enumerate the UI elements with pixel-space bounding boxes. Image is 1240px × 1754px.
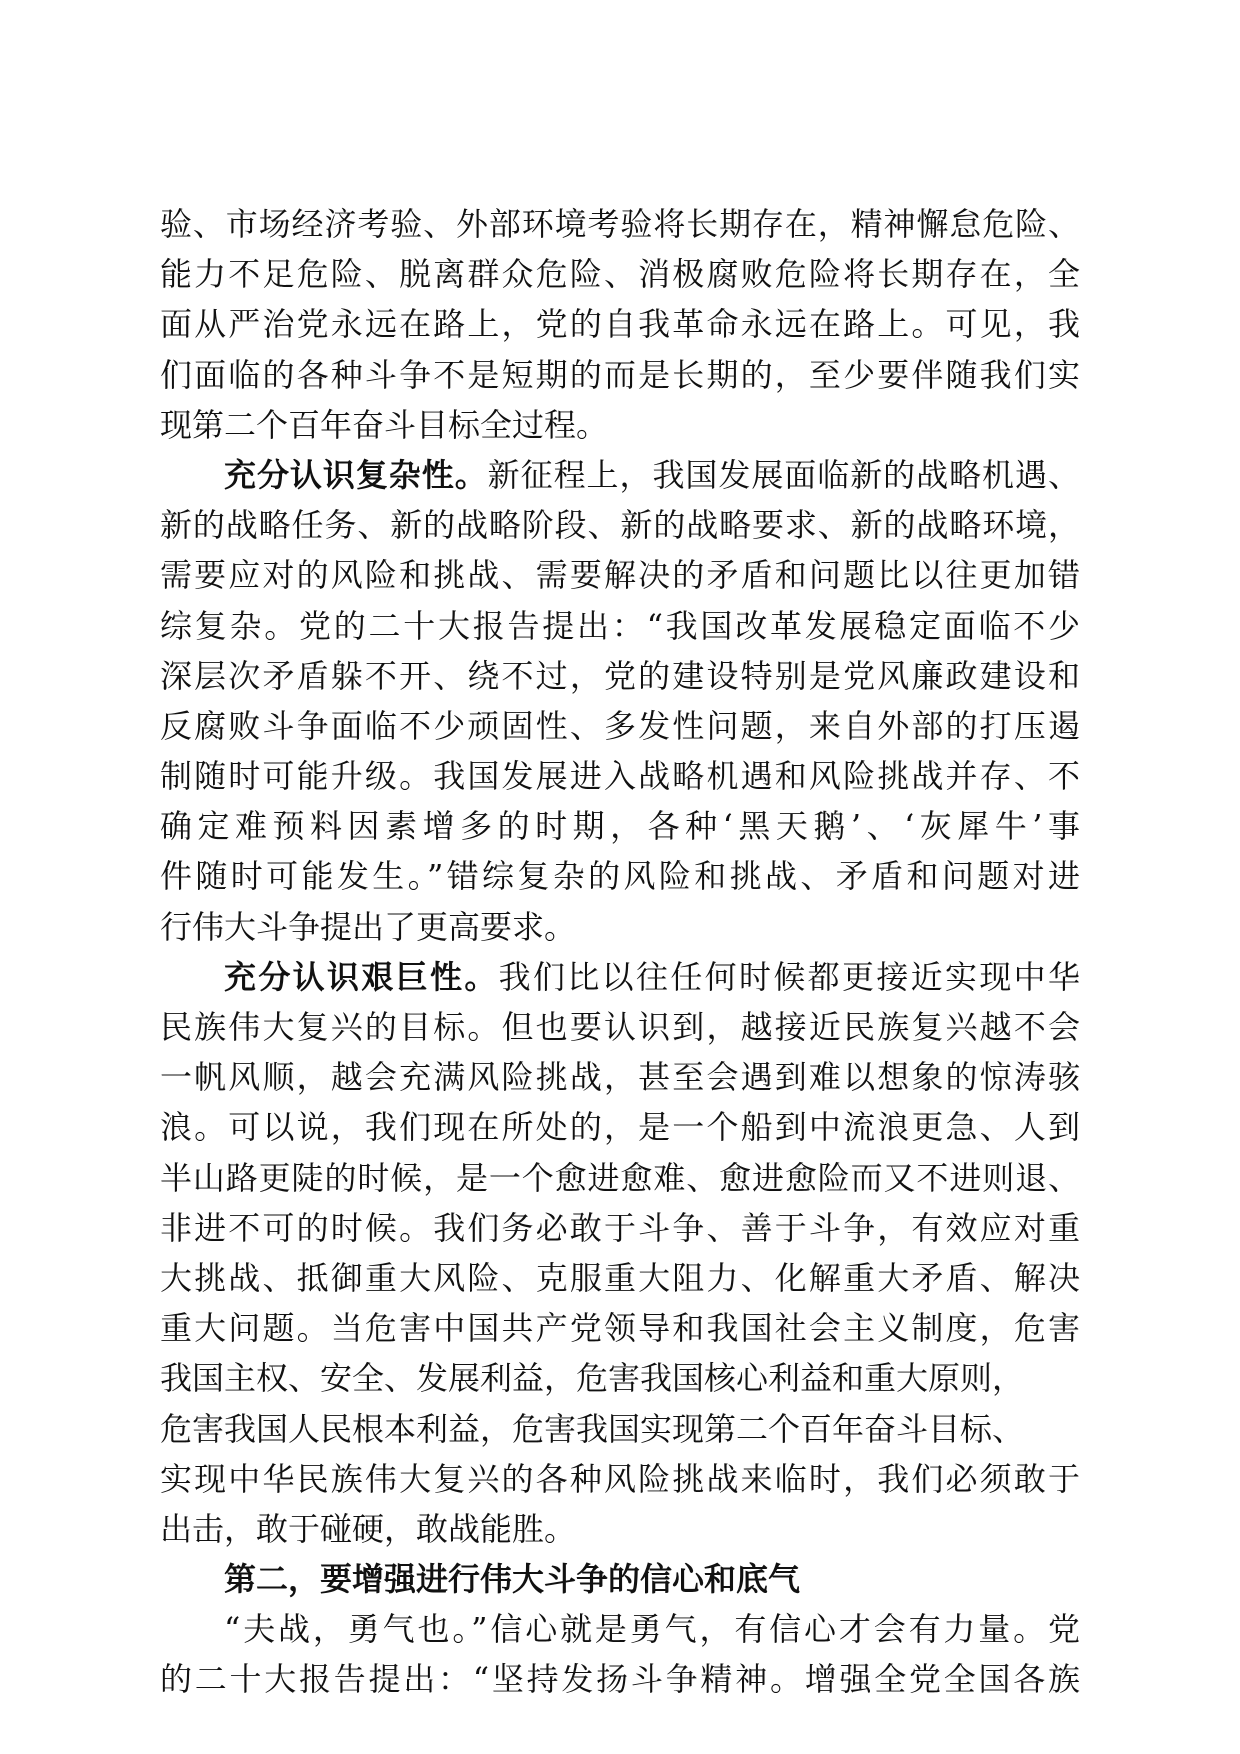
text-line: 出击，敢于碰硬，敢战能胜。	[160, 1509, 577, 1548]
paragraph	[160, 199, 1080, 450]
text-line: 能力不足危险、脱离群众危险、消极腐败危险将长期存在，全	[160, 255, 1080, 294]
text-line: 反腐败斗争面临不少顽固性、多发性问题，来自外部的打压遏	[160, 706, 1080, 745]
text-line: 们面临的各种斗争不是短期的而是长期的，至少要伴随我们实	[160, 355, 1080, 394]
text-line: 新的战略任务、新的战略阶段、新的战略要求、新的战略环境，	[160, 506, 1080, 545]
document-body	[160, 199, 1080, 1705]
text-line: 民族伟大复兴的目标。但也要认识到，越接近民族复兴越不会	[160, 1008, 1080, 1046]
text-line: 半山路更陡的时候，是一个愈进愈难、愈进愈险而又不进则退、	[160, 1158, 1080, 1197]
paragraph-first-line	[160, 952, 1080, 1002]
text-line: 件随时可能发生。”错综复杂的风险和挑战、矛盾和问题对进	[160, 857, 1080, 896]
text-line: 危害我国人民根本利益，危害我国实现第二个百年奋斗目标、	[160, 1409, 1025, 1448]
text-line: 现第二个百年奋斗目标全过程。	[160, 405, 609, 444]
text-line: 重大问题。当危害中国共产党领导和我国社会主义制度，危害	[160, 1309, 1080, 1348]
text-line: 的二十大报告提出：“坚持发扬斗争精神。增强全党全国各族	[160, 1660, 1080, 1699]
text-line: 一帆风顺，越会充满风险挑战，甚至会遇到难以想象的惊涛骇	[160, 1058, 1080, 1097]
text-line: 综复杂。党的二十大报告提出：“我国改革发展稳定面临不少	[160, 606, 1080, 645]
text-run: 我们比以往任何时候都更接近实现中华	[498, 957, 1080, 996]
text-line: 实现中华民族伟大复兴的各种风险挑战来临时，我们必须敢于	[160, 1459, 1080, 1498]
section-heading-block	[160, 1554, 1080, 1604]
text-line: 确定难预料因素增多的时期，各种‘黑天鹅’、‘灰犀牛’事	[160, 807, 1080, 846]
paragraph-lead-heading: 充分认识艰巨性。	[224, 957, 499, 996]
paragraph-first-line	[160, 450, 1080, 500]
text-line: 非进不可的时候。我们务必敢于斗争、善于斗争，有效应对重	[160, 1208, 1080, 1247]
paragraph	[160, 1604, 1080, 1704]
text-line: 深层次矛盾躲不开、绕不过，党的建设特别是党风廉政建设和	[160, 656, 1080, 695]
paragraph	[160, 952, 1080, 1554]
paragraph-lead-heading: 充分认识复杂性。	[224, 455, 488, 494]
text-line: 验、市场经济考验、外部环境考验将长期存在，精神懈怠危险、	[160, 205, 1080, 243]
text-line: 行伟大斗争提出了更高要求。	[160, 907, 577, 946]
text-line: 浪。可以说，我们现在所处的，是一个船到中流浪更急、人到	[160, 1108, 1080, 1147]
text-line: 我国主权、安全、发展利益，危害我国核心利益和重大原则，	[160, 1359, 1025, 1398]
paragraph	[160, 450, 1080, 952]
text-line: 大挑战、抵御重大风险、克服重大阻力、化解重大矛盾、解决	[160, 1258, 1080, 1297]
section-heading: 第二，要增强进行伟大斗争的信心和底气	[224, 1560, 801, 1599]
text-line: 制随时可能升级。我国发展进入战略机遇和风险挑战并存、不	[160, 757, 1080, 796]
text-line: 面从严治党永远在路上，党的自我革命永远在路上。可见，我	[160, 305, 1080, 344]
text-run: 新征程上，我国发展面临新的战略机遇、	[487, 455, 1080, 494]
text-line: 需要应对的风险和挑战、需要解决的矛盾和问题比以往更加错	[160, 556, 1080, 595]
paragraph-first-line: “夫战，勇气也。”信心就是勇气，有信心才会有力量。党	[224, 1610, 1080, 1649]
